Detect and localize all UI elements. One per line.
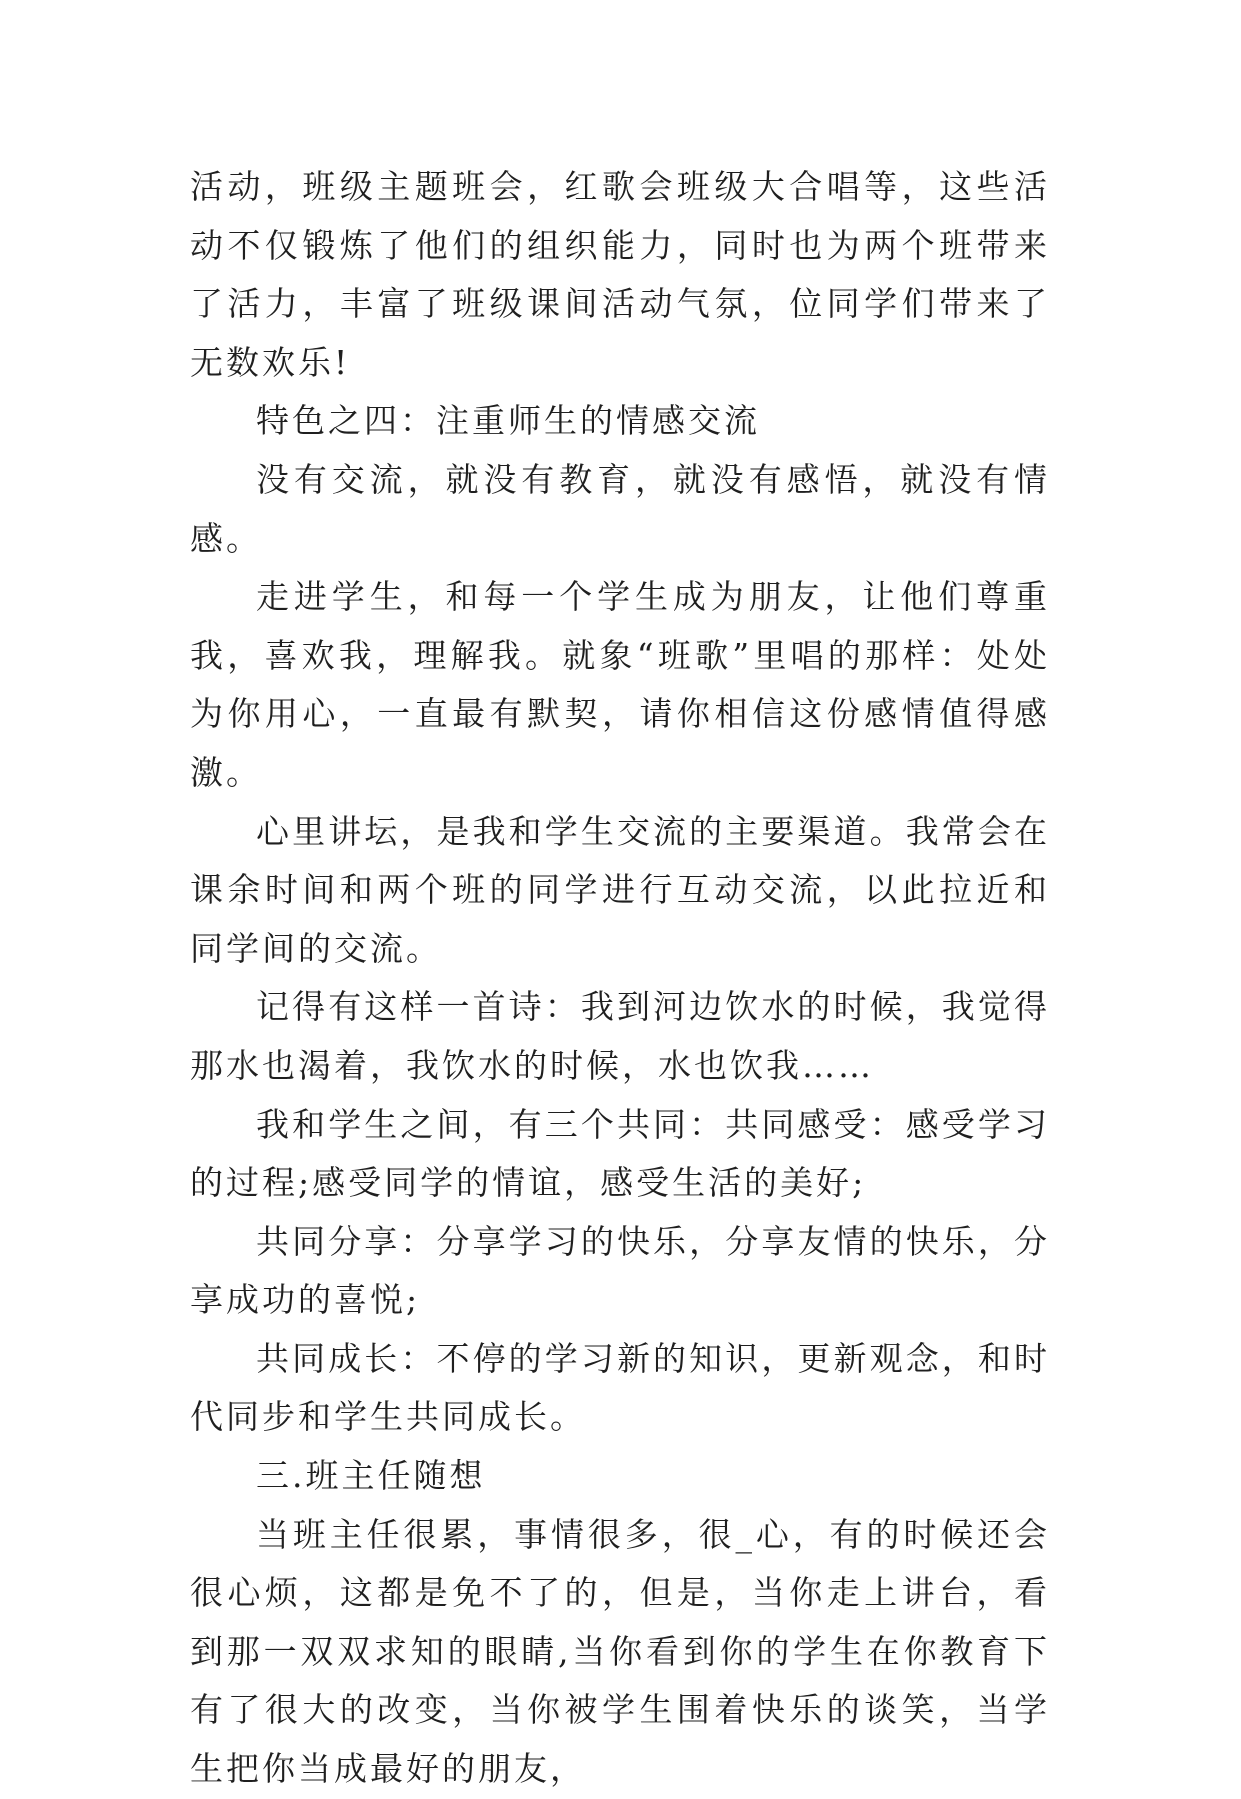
paragraph-grow: 共同成长：不停的学习新的知识，更新观念，和时代同步和学生共同成长。 [190, 1338, 1050, 1437]
paragraph-heart-forum: 心里讲坛，是我和学生交流的主要渠道。我常会在课余时间和两个班的同学进行互动交流，以此拉近和同学间的交流。 [190, 811, 1050, 968]
paragraph-approach-students: 走进学生，和每一个学生成为朋友，让他们尊重我，喜欢我，理解我。就象“班歌”里唱的那样：处处为你用心，一直最有默契，请你相信这份感情值得感激。 [190, 577, 1050, 792]
paragraph-no-communication: 没有交流，就没有教育，就没有感悟，就没有情感。 [190, 459, 1050, 558]
paragraph-activities: 活动，班级主题班会，红歌会班级大合唱等，这些活动不仅锻炼了他们的组织能力，同时也为两个班带来了活力，丰富了班级课间活动气氛，位同学们带来了无数欢乐! [190, 167, 1050, 382]
heading-feature-four: 特色之四：注重师生的情感交流 [256, 401, 760, 441]
heading-section-three: 三.班主任随想 [256, 1456, 486, 1496]
document-body [190, 158, 1050, 1799]
paragraph-three-commons: 我和学生之间，有三个共同：共同感受：感受学习的过程;感受同学的情谊，感受生活的美好; [190, 1104, 1050, 1203]
paragraph-poem: 记得有这样一首诗：我到河边饮水的时候，我觉得那水也渴着，我饮水的时候，水也饮我…… [190, 987, 1050, 1085]
paragraph-share: 共同分享：分享学习的快乐，分享友情的快乐，分享成功的喜悦; [190, 1221, 1050, 1320]
paragraph-teacher-thoughts: 当班主任很累，事情很多，很_心，有的时候还会很心烦，这都是免不了的，但是，当你走上讲台，看到那一双双求知的眼睛,当你看到你的学生在你教育下有了很大的改变，当你被学生围着快乐的谈笑，当学生把你当成最好的朋友， [190, 1514, 1050, 1789]
